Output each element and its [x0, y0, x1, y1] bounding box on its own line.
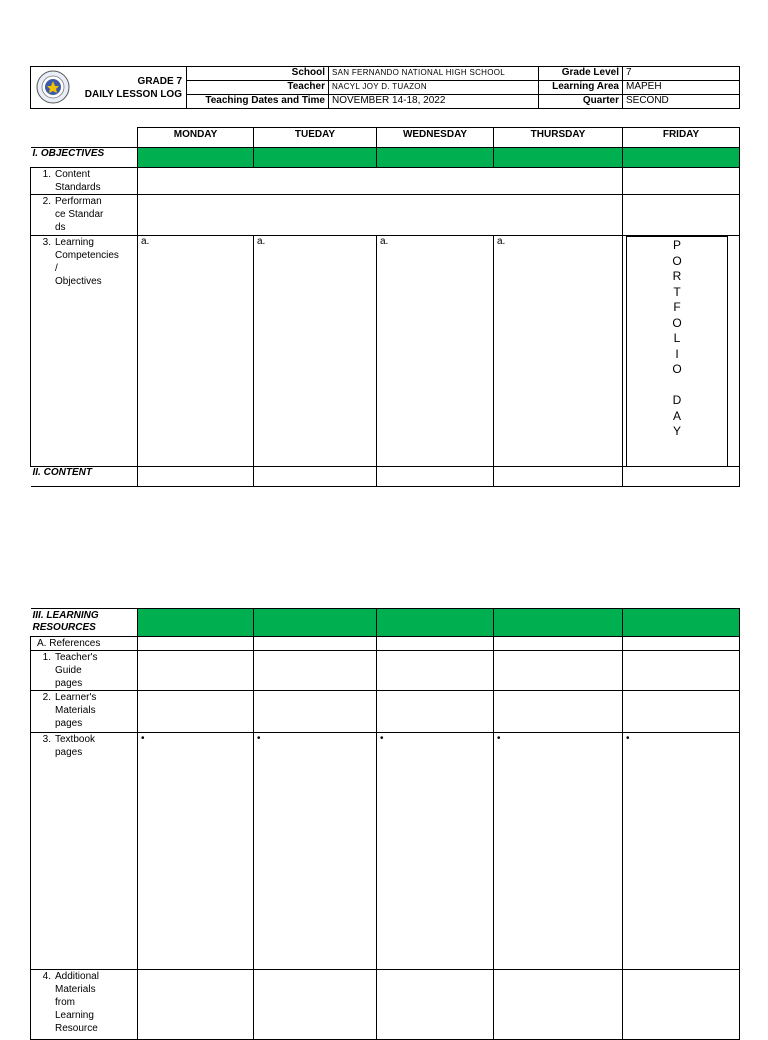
content-cell [254, 467, 377, 487]
portfolio-letter: A [672, 408, 681, 423]
bullet: • [497, 733, 501, 744]
portfolio-letter: Y [672, 424, 681, 438]
reference-cell [254, 637, 377, 651]
bullet: • [141, 733, 145, 744]
reference-cell [623, 637, 740, 651]
grade-label: GRADE 7 [137, 75, 182, 87]
resource-item [31, 970, 138, 1040]
reference-cell [494, 637, 623, 651]
resource-cell [377, 691, 494, 733]
day-monday: MONDAY [138, 128, 254, 148]
portfolio-letter: L [673, 331, 681, 345]
competency-marker: a. [497, 236, 506, 247]
item-label: Teacher's Guide pages [55, 652, 98, 689]
item-number: 2. [42, 196, 51, 207]
competency-marker: a. [141, 236, 150, 247]
learning-area-value: MAPEH [623, 81, 740, 95]
corner-blank [31, 128, 138, 148]
reference-cell [377, 637, 494, 651]
item-label: Content Standards [55, 169, 101, 193]
textbook-cell [254, 733, 377, 970]
competency-cell-tuesday [254, 236, 377, 467]
item-number: 4. [42, 971, 51, 982]
performance-standards-cell [138, 195, 623, 236]
dates-value: NOVEMBER 14-18, 2022 [329, 95, 539, 109]
grade-level-value: 7 [623, 67, 740, 81]
lesson-log-header [30, 66, 740, 109]
day-friday: FRIDAY [623, 128, 740, 148]
portfolio-letter: O [672, 253, 682, 268]
portfolio-letter: P [672, 238, 681, 252]
reference-cell [138, 637, 254, 651]
competency-marker: a. [380, 236, 389, 247]
textbook-cell [377, 733, 494, 970]
item-label: Learner's Materials pages [55, 692, 97, 729]
item-number: 1. [42, 169, 51, 180]
friday-cell [623, 195, 740, 236]
green-bar [254, 148, 377, 168]
portfolio-letter: O [672, 315, 682, 330]
resource-cell [377, 651, 494, 691]
resource-cell [623, 970, 740, 1040]
portfolio-letter: R [672, 269, 682, 283]
learning-area-label: Learning Area [539, 81, 623, 95]
daily-lesson-log-title: DAILY LESSON LOG [84, 88, 182, 100]
content-cell [377, 467, 494, 487]
textbook-cell [138, 733, 254, 970]
portfolio-letter: O [672, 362, 682, 376]
portfolio-letter: T [673, 284, 681, 299]
objective-item [31, 195, 138, 236]
resource-cell [254, 970, 377, 1040]
resource-cell [254, 691, 377, 733]
item-number: 3. [42, 237, 51, 248]
competency-cell-wednesday [377, 236, 494, 467]
green-bar [494, 609, 623, 637]
item-number: 2. [42, 692, 51, 703]
resource-cell [494, 691, 623, 733]
content-cell [623, 467, 740, 487]
portfolio-letter: I [675, 346, 679, 361]
resource-cell [138, 970, 254, 1040]
school-value: SAN FERNANDO NATIONAL HIGH SCHOOL [329, 67, 539, 81]
green-bar [377, 609, 494, 637]
resource-cell [623, 651, 740, 691]
green-bar [138, 609, 254, 637]
green-bar [377, 148, 494, 168]
competency-marker: a. [257, 236, 266, 247]
green-bar [138, 148, 254, 168]
textbook-cell [623, 733, 740, 970]
resource-cell [138, 691, 254, 733]
resource-cell [494, 970, 623, 1040]
portfolio-day-note [626, 236, 728, 467]
quarter-value: SECOND [623, 95, 740, 109]
item-number: 1. [42, 652, 51, 663]
competency-cell-thursday [494, 236, 623, 467]
textbook-cell [494, 733, 623, 970]
day-wednesday: WEDNESDAY [377, 128, 494, 148]
teacher-value: NACYL JOY D. TUAZON [329, 81, 539, 95]
portfolio-letter: F [673, 300, 681, 314]
content-standards-cell [138, 168, 623, 195]
green-bar [623, 148, 740, 168]
content-cell [494, 467, 623, 487]
portfolio-letter [627, 378, 727, 394]
objective-item [31, 236, 138, 467]
item-number: 3. [42, 734, 51, 745]
resource-cell [138, 651, 254, 691]
bullet: • [626, 733, 630, 744]
item-label: Additional Materials from Learning Resource [55, 971, 99, 1034]
teacher-label: Teacher [187, 81, 329, 95]
resource-item [31, 691, 138, 733]
item-label: Learning Competencies / Objectives [55, 237, 119, 287]
objectives-heading: I. OBJECTIVES [31, 148, 138, 168]
resource-cell [377, 970, 494, 1040]
bullet: • [257, 733, 261, 744]
competency-cell-monday [138, 236, 254, 467]
bullet: • [380, 733, 384, 744]
learning-resources-table [30, 608, 740, 1040]
green-bar [623, 609, 740, 637]
resource-cell [494, 651, 623, 691]
objective-item [31, 168, 138, 195]
green-bar [494, 148, 623, 168]
green-bar [254, 609, 377, 637]
content-cell [138, 467, 254, 487]
friday-cell [623, 168, 740, 195]
resources-heading: III. LEARNING RESOURCES [31, 609, 138, 637]
resource-cell [254, 651, 377, 691]
portfolio-letter: D [672, 393, 682, 407]
day-tuesday: TUEDAY [254, 128, 377, 148]
day-thursday: THURSDAY [494, 128, 623, 148]
resource-cell [623, 691, 740, 733]
item-label: Performance Standards [55, 196, 104, 233]
grade-title-cell [31, 67, 187, 109]
resource-item [31, 733, 138, 970]
item-label: Textbook pages [55, 734, 96, 758]
resource-item [31, 651, 138, 691]
references-label: A. References [31, 637, 138, 651]
grade-level-label: Grade Level [539, 67, 623, 81]
dates-label: Teaching Dates and Time [187, 95, 329, 109]
quarter-label: Quarter [539, 95, 623, 109]
content-heading: II. CONTENT [31, 467, 138, 487]
school-label: School [187, 67, 329, 81]
